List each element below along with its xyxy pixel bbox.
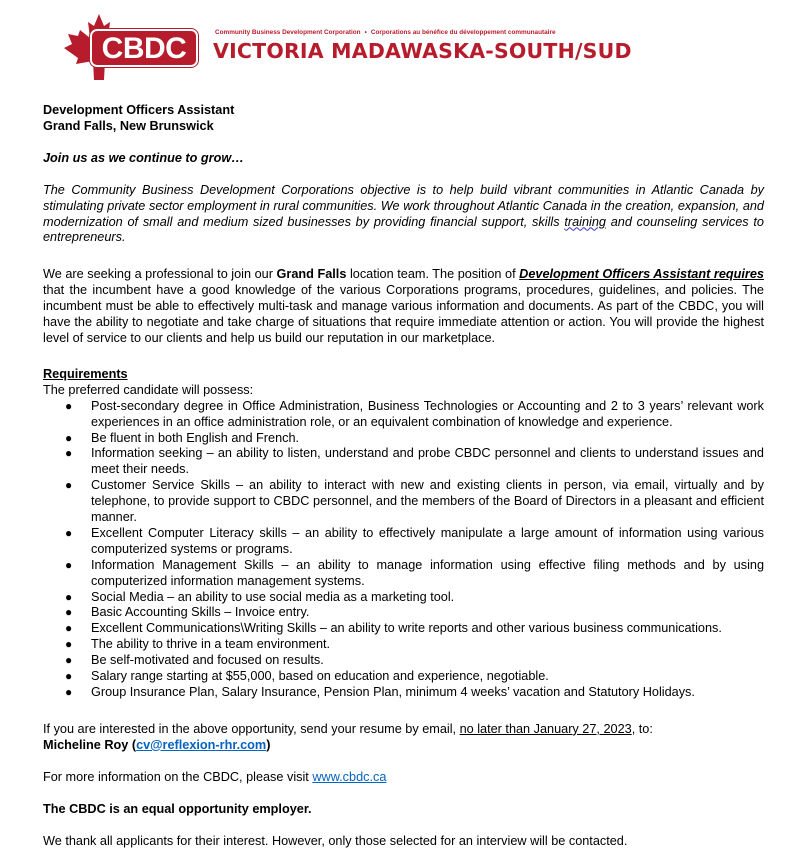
bullet-icon: ● xyxy=(65,685,73,699)
more-info-paragraph xyxy=(43,770,764,786)
bullet-icon: ● xyxy=(65,605,73,620)
bullet-icon: ● xyxy=(65,637,73,652)
bullet-icon: ● xyxy=(65,589,73,604)
website-link[interactable]: www.cbdc.ca xyxy=(312,769,387,784)
apply-paragraph xyxy=(43,722,764,738)
list-item: ● Be fluent in both English and French. xyxy=(65,430,300,445)
cbdc-logo-header xyxy=(58,12,632,82)
bullet-icon: ● xyxy=(65,621,73,636)
list-item: ● Information Management Skills – an ability to manage information using effective filing methods and by using computerized information management systems. xyxy=(65,557,764,588)
bullet-icon: ● xyxy=(65,430,73,445)
list-item: ● Basic Accounting Skills – Invoice entry. xyxy=(65,605,310,620)
logo-tagline xyxy=(215,29,556,37)
list-item: ● Be self-motivated and focused on results. xyxy=(65,653,324,668)
job-title: Development Officers Assistant xyxy=(43,103,235,117)
bullet-icon: ● xyxy=(65,446,73,461)
seeking-text-3: that the incumbent have a good knowledge of the various Corporations programs, procedures, guidelines, and policies. The incumbent must be able to effectively multi-task and manage various information and documents. As part of the CBDC, you will have the ability to negotiate and take charge of situations that require immediate attention or action. You will provide the highest level of service to our clients and help us build our reputation in our marketplace. xyxy=(43,283,764,345)
list-item: ● Excellent Communications\Writing Skills – an ability to write reports and other various business communications. xyxy=(65,621,722,636)
seeking-text-1: We are seeking a professional to join our xyxy=(43,267,277,282)
list-item: ● Salary range starting at $55,000, based on education and experience, negotiable. xyxy=(65,669,549,684)
job-location: Grand Falls, New Brunswick xyxy=(43,118,214,133)
bullet-icon: ● xyxy=(65,478,73,493)
logo-region: VICTORIA MADAWASKA-SOUTH/SUD xyxy=(213,39,632,63)
objective-paragraph xyxy=(43,183,764,247)
list-item: ● Social Media – an ability to use social media as a marketing tool. xyxy=(65,589,455,604)
thanks-statement: We thank all applicants for their interest. However, only those selected for an interview will be contacted. xyxy=(43,833,628,848)
list-item: ● The ability to thrive in a team environment. xyxy=(65,637,331,652)
list-item: ● Excellent Computer Literacy skills – an ability to effectively manipulate a large amount of information using various computerized systems or programs. xyxy=(65,525,764,556)
list-item: ● Customer Service Skills – an ability to interact with new and existing clients in person, via email, virtually and by telephone, to provide support to CBDC personnel, and the members of the Board of Directors in a pleasant and efficient manner. xyxy=(65,478,764,525)
apply-deadline: no later than January 27, 2023 xyxy=(459,721,632,736)
list-item: ● Post-secondary degree in Office Administration, Business Technologies or Accounting and 2 to 3 years’ relevant work experiences in an office administration role, or an equivalent combination of knowledge and experience. xyxy=(65,398,764,429)
apply-contact xyxy=(43,738,764,754)
equal-opportunity-statement: The CBDC is an equal opportunity employer. xyxy=(43,801,312,816)
requirements-heading: Requirements xyxy=(43,366,128,381)
seeking-position: Development Officers Assistant requires xyxy=(519,267,764,282)
objective-text-1: The Community Business Development Corporations objective is to help build vibrant communities in Atlantic Canada by stimulating private sector employment in rural communities. We work throughout Atlantic Canada in the creation, expansion, and modernization of small and medium sized businesses by providing financial support, skills xyxy=(43,182,764,229)
contact-name: Micheline Roy ( xyxy=(43,737,137,752)
tagline-en: Community Business Development Corporation xyxy=(215,29,361,36)
job-posting xyxy=(43,103,764,849)
contact-email-link[interactable]: cv@reflexion-rhr.com xyxy=(136,737,267,752)
more-info-text: For more information on the CBDC, please visit xyxy=(43,769,313,784)
contact-close: ) xyxy=(266,737,271,752)
cbdc-wordmark-text: CBDC xyxy=(101,32,187,65)
intro-line: Join us as we continue to grow… xyxy=(43,150,244,165)
list-item: ● Information seeking – an ability to listen, understand and probe CBDC personnel and clients to understand issues and meet their needs. xyxy=(65,446,764,477)
bullet-icon: ● xyxy=(65,525,73,540)
bullet-icon: ● xyxy=(65,669,73,684)
tagline-fr: Corporations au bénéfice du développement communautaire xyxy=(370,29,556,36)
cbdc-wordmark xyxy=(90,29,198,67)
objective-text-2: and counseling services to entrepreneurs. xyxy=(43,214,764,245)
bullet-icon: ● xyxy=(65,653,73,668)
tagline-separator: • xyxy=(364,29,367,36)
seeking-text-2: location team. The position of xyxy=(346,267,520,282)
objective-flagged-word: training xyxy=(564,214,606,229)
requirements-lead: The preferred candidate will possess: xyxy=(43,382,254,397)
requirements-list xyxy=(43,399,764,701)
seeking-location: Grand Falls xyxy=(276,267,347,282)
bullet-icon: ● xyxy=(65,398,73,413)
apply-text-after: , to: xyxy=(631,721,653,736)
seeking-paragraph xyxy=(43,267,764,347)
apply-text: If you are interested in the above opportunity, send your resume by email, xyxy=(43,721,460,736)
bullet-icon: ● xyxy=(65,557,73,572)
list-item: ● Group Insurance Plan, Salary Insurance, Pension Plan, minimum 4 weeks’ vacation and Statutory Holidays. xyxy=(65,685,695,699)
